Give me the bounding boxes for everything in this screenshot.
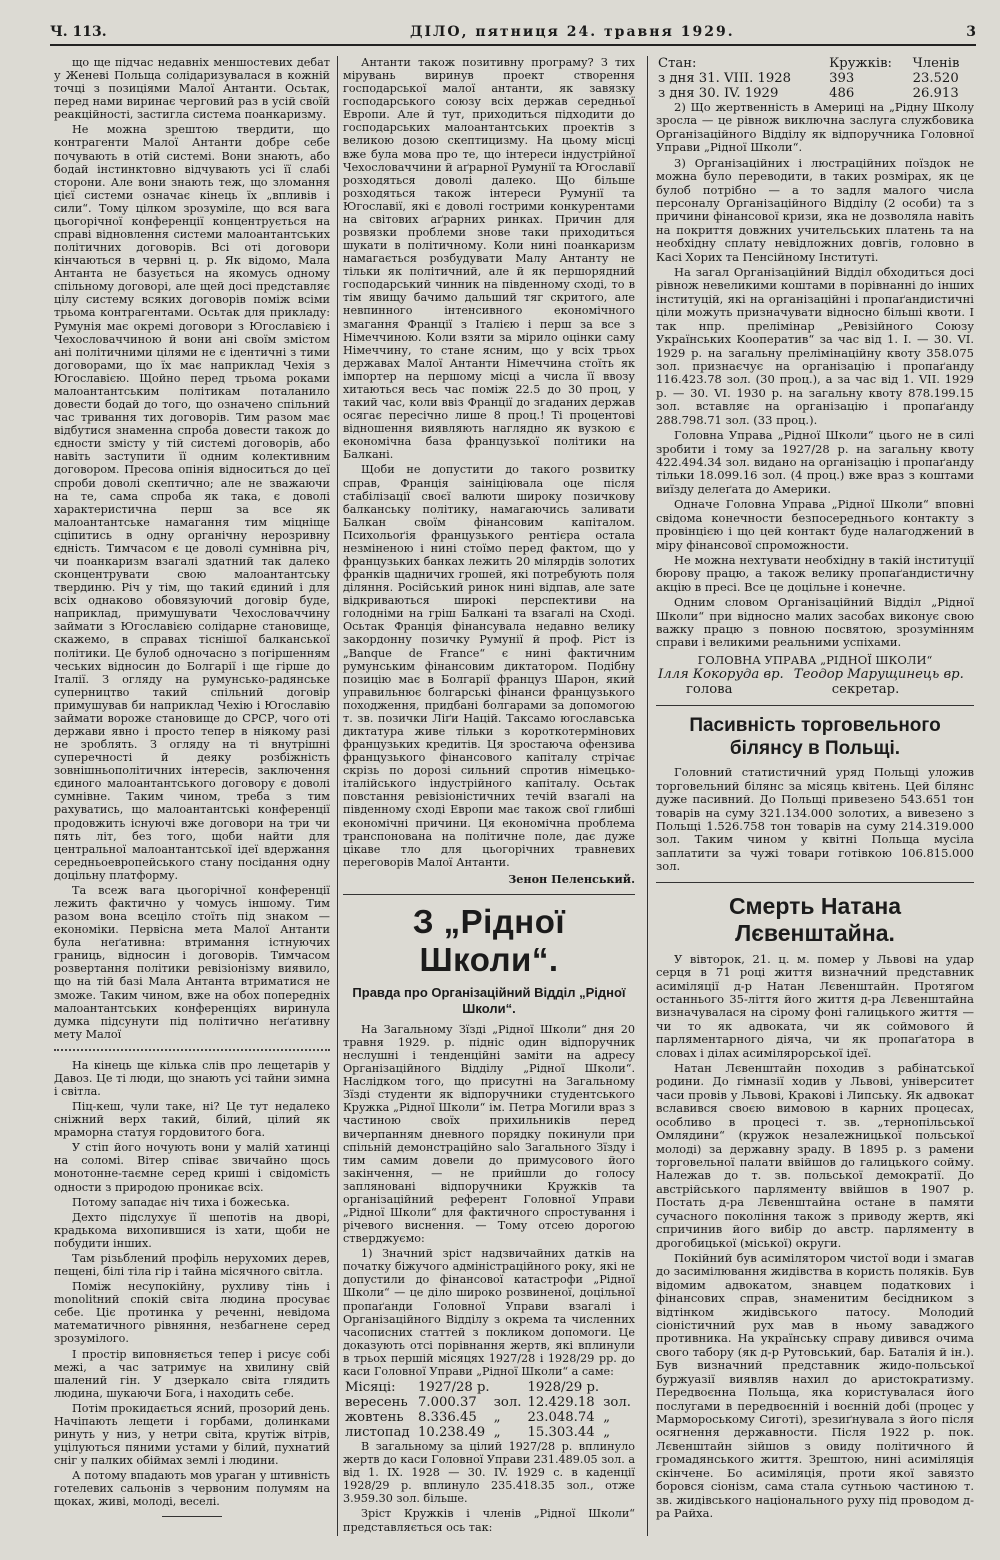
- signer-role: секретар.: [831, 682, 900, 698]
- table-row: [656, 71, 974, 86]
- article-paragraph: Одначе Головна Управа „Рідної Школи“ вповні свідома конечности безпосереднього контакту з провінцією і що цей контакт буде налагоджений в міру фінансової спроможности.: [656, 497, 974, 552]
- article-paragraph: 3) Організаційних і люстраційних поїздок не можна було переводити, в таких розмірах, як це булоб потрібно — а то задля малого числа персоналу Організаційного Відділу (2 особи) та з причини фінансової кризи, яка не дозволяла навіть на покриття довжних учительських платень та на необхідну сплату невідложних довгів, головно в Касі Хорих та Пенсійному Інституті.: [656, 155, 974, 264]
- table-cell: листопад: [345, 1425, 410, 1441]
- table-cell: зол.: [603, 1395, 631, 1411]
- feuilleton-paragraph: Потому западає ніч тиха і божеська.: [72, 1195, 290, 1209]
- section-divider: [656, 882, 974, 883]
- table-cell: 10.238.49: [418, 1425, 486, 1441]
- table-cell: 8.336.45: [418, 1410, 477, 1426]
- article-paragraph: Покійний був асимілятором чистої води і змагав до засимілювання жидівства в користь поляків. Був відомим адвокатом, знавцем податкових і фінансових справ, знаменитим бесідником з відтінком жидівського патосу. Молодий сіоністичний рух мав в ньому заваджого противника. На українську справу дивився очима свого табору (як д-р Рутовський, бар. Баталія й ін.). Був визначний представник жидо-польської буржуазії виявляв нахил до аристократизму. Передвоєнна Польща, яка користувалася його послугами в передвоєнній і воєнній добі (процес у Мармороському Сиготі), зрезиґнувала з його після осягнення державности. Після 1922 р. пок. Лєвенштайн зійшов з овиду політичного й громадянського життя. Зрештою, нині асиміляція скінчене. Бо асиміляція, проти якої завязто боровся сіонізм, сама стала сутньою частиною т. зв. жидівського національного руху під проводом д-ра Райха.: [656, 1250, 974, 1520]
- section-divider: [343, 894, 635, 895]
- article-paragraph: Та всеж вага цьогорічної конференції лежить фактично у чомусь іншому. Тим разом вона всеціло стоїть під знаком — економіки. Первісна мета Малої Антанти була неґативна: втримання істнуючих границь, відносин і договорів. Тимчасом розвертання політики ревізіонізму виявило, що на тій базі Мала Антанта втриматися не зможе. Таким чином, вже на обох попередніх малоантантських конференціях виринула думка підсунути під політично неґативну мету Малої: [54, 883, 330, 1041]
- end-rule: [162, 1516, 222, 1517]
- signer-name: Теодор Марущинець вр.: [793, 667, 964, 683]
- table-header-row: [343, 1380, 635, 1395]
- signature-block: [656, 667, 974, 697]
- article-paragraph: Щоби не допустити до такого розвитку справ, Франція заініціювала оце після стабілізації своєї валюти широку позичкову балканську політику, намагаючись заливати Балкан своїм фінансовим капіталом. Психольоґія французького рентієра остала незміненою і нині стоїмо перед фактом, що у французьких банках лежить 20 мілярдів золотих франків щадничих грошей, які потребують поля діляння. Російський ринок нині відпав, але зате відкриваються широкі перспективи на голодніми на гріш Балкані та взагалі на Сході. Осьтак Франція фінансувала недавно велику закордонну позичку Румунії й проф. Ріст із „Banque de France“ є нині фактичним румунським фінансовим диктатором. Подібну позицію має в Болгарії француз Шарон, який управильнює болгарські фінанси французького походження, придбані болгарами за допомогою т. зв. позички Ліґи Націй. Таксамо югославська диктатура живе тільки з короткотермінових французьких кредитів. Ця зростаюча офензива французького фінансового капіталу стрічає скрізь по дорозі сильний спротив німецько-італійського індустрійного капіталу. Осьтак повстання ревізіоністичних течій взагалі на південному сході Европи має також свої глибші економічні причини. Ця економічна проблема транспонована на політичне поле, дає дуже цікаве тло для цьогорічних травневих переговорів Малої Антанти.: [343, 463, 635, 869]
- article-paragraph: 1) Значний зріст надзвичайних датків на початку біжучого адміністраційного року, які не допустили до фінансової катастрофи „Рідної Школи“ — це діло широко розвиненої, доцільної пропаґанди Головної Управи взагалі і Організаційного Відділу з окрема та численних часописних статтей з покликом допомоги. Це доказують отсі порівнання жертв, які вплинули в трьох першій місяцях 1927/28 і 1928/29 рр. до каси Головної Управи „Рідної Школи“ а саме:: [343, 1247, 635, 1378]
- table-cell: 393: [829, 71, 855, 86]
- article-paragraph: Не можна нехтувати необхідну в такій інституції бюрову працю, а також велику пропаґандистичну акцію в пресі. Все це доцільне і конечне.: [656, 552, 974, 594]
- table-cell: „: [493, 1425, 501, 1441]
- column-divider: [647, 56, 648, 1536]
- feuilleton-paragraph: А потому впадають мов урагaн у штивність готелевих сальонів з червоним полумям на щоках, живі, молоді, веселі.: [54, 1469, 330, 1509]
- signer-role: голова: [686, 682, 733, 698]
- table-cell: „: [603, 1410, 611, 1426]
- article-headline: З „Рідної Школи“.: [412, 902, 566, 978]
- article-paragraph: Головний статистичний уряд Польщі уложив торговельний білянс за місяць квітень. Цей білянс дуже пасивний. До Польщі привезено 543.651 тон товарів на суму 321.134.000 золотих, а вивезено з Польщі 1.526.758 тон товарів на суму 214.319.000 зол. Таким чином у квітні Польща мусіла заплатити за чужі товари готівкою 106.815.000 зол.: [656, 765, 974, 874]
- article-paragraph: Головна Управа „Рідної Школи“ цього не в силі зробити і тому за 1927/28 р. на загальну квоту 422.494.34 зол. видано на організацію і пропаґанду тільки 18.099.16 зол. (4 проц.) вже враз з коштами виїзду делеґата до Америки.: [656, 428, 974, 496]
- membership-table: [656, 56, 974, 101]
- feuilleton-paragraph: У стіп його ночують вони у малій хатинці на соломі. Вітер співає звичайно щось монотонне-таємне серед криші і свідомість одности з природою проникає всіх.: [54, 1141, 330, 1194]
- table-header-cell: Кружків:: [829, 56, 892, 71]
- feuilleton-paragraph: Там різьблений профіль нерухомих дерев, пещені, білі тіла гір і тайна місячного світла.: [54, 1251, 330, 1279]
- table-row: [343, 1425, 635, 1440]
- section-divider: [54, 1049, 330, 1051]
- table-header-cell: Місяці:: [345, 1380, 396, 1396]
- table-cell: „: [603, 1425, 611, 1441]
- column-left: [54, 56, 330, 1525]
- author-signature: Зенон Пеленський.: [508, 871, 635, 886]
- table-cell: 486: [829, 86, 855, 101]
- table-cell: жовтень: [345, 1410, 404, 1426]
- feuilleton-paragraph: Піц-кеш, чули таке, ні? Це тут недалеко сніжний верх такий, білий, цілий як мраморна статуя гордовитого бога.: [54, 1100, 330, 1140]
- table-cell: з дня 30. IV. 1929: [658, 86, 779, 101]
- table-cell: вересень: [345, 1395, 408, 1411]
- feuilleton-paragraph: І простір виповняється тепер і рисує собі межі, а час затримує на хвилину свій шалений гін. У дзеркало світа глядить людина, шукаючи Бога, і находить себе.: [54, 1347, 330, 1400]
- page-number: 3: [966, 24, 976, 40]
- column-right: [656, 56, 974, 1522]
- signer-name: Ілля Кокоруда вр.: [658, 667, 784, 683]
- feuilleton-paragraph: На кінець ще кілька слів про лещетарів у Давоз. Це ті люди, що знають усі тайни зимна і світла.: [54, 1058, 330, 1099]
- article-paragraph: На Загальному Зїзді „Рідної Школи“ дня 20 травня 1929. р. підніс один відпоручник неслушні і тенденційні заміти на адресу Організаційного Відділу „Рідної Школи“. Наслідком того, що присутні на Загальному Зїзді студенти як відпоручники студентського Кружка „Рідної Школи“ ім. Петра Могили враз з частиною своїх прихильників перед вичерпанням дневного порядку покинули при спільній демонстраційно salo Загального Зїзду і тим самим довели до примусового його закінчення, — не прийшли до голосу заплянованi відпоручники Кружків та організаційний референт Головної Управи „Рідної Школи“ для фактичного спростування і річевого виснення. — Тому отсею дорогою стверджуємо:: [343, 1022, 635, 1246]
- table-cell: 23.048.74: [527, 1410, 595, 1426]
- table-header-cell: 1927/28 р.: [418, 1380, 490, 1396]
- table-cell: 7.000.37: [418, 1395, 477, 1411]
- article-paragraph: що ще підчас недавніх меншостевих дебат у Женеві Польща солідаризувалася в кожній точці з позиціями Малої Антанти. Осьтак, перед нами виринає черговий раз в усій своїй реакційності, застигла система поанкаризму.: [54, 56, 330, 122]
- article-paragraph: На загал Організаційний Відділ обходиться досі рівнож невеликими коштами в порівнанні до інших інституцій, які на організаційні і пропаґандистичні ціли можуть призначувати відносно більші квоти. І так нпр. прелімінар „Ревізійного Союзу Українських Кооператив“ за час від 1. І. — 30. VI. 1929 р. на загальну прелімінаційну квоту 358.075 зол. признаєчує на організацію і пропаґанду 116.423.78 зол. (30 проц.), а за час від 1. VII. 1929 р. — 30. VI. 1930 р. на загальну квоту 878.199.15 зол. вставляє на організацію і пропаґанду 288.798.71 зол. (33 проц.).: [656, 265, 974, 427]
- column-divider: [337, 56, 338, 1536]
- article-headline: Пасивність торговельного білянсу в Польщі.: [689, 715, 941, 760]
- table-header-row: [656, 56, 974, 71]
- article-paragraph: В загальному за цілий 1927/28 р. вплинуло жертв до каси Головної Управи 231.489.05 зол. а від 1. IX. 1928 — 30. IV. 1929 с. в каденції 1928/29 р. вплинуло 235.418.35 зол., отже 3.959.30 зол. більше.: [343, 1440, 635, 1506]
- masthead-date: ДІЛО, пятниця 24. травня 1929.: [410, 24, 735, 40]
- table-row: [656, 86, 974, 101]
- table-header-cell: 1928/29 р.: [527, 1380, 600, 1396]
- article-paragraph: Антанти також позитивну програму? З тих мірувань виринув проект створення господарської малої антанти, як завязку господарського союзу всіх держав середньої Европи. Але й тут, приходиться підходити до господарських малоантантських проектів з великою дозою скептицизму. На цьому місці вже була мова про те, що інтереси індустрійної Чехословаччини й аґрарної Румунії та Югославії розходяться доволі далеко. Що більше розходяться також інтереси Румунії та Югославії, які є доволі гострими конкурентами на світових аґрарних ринках. Причин для розвязки проблеми знове таки приходиться шукати в політичному. Коли нині поанкаризм намагається розбудувати Малу Антанту не тільки як політичний, але й як першорядний господарський чинник на південному сході, то в тім явищу бачимо дальший тяг скритого, але невпинного інтенсивного економічного змагання Франції з Італією і перш за все з Німеччиною. Коли взяти за мірило оцінки саму Німеччину, то стане ясним, що у всіх трьох державах Малої Антанти Німеччина стоїть як імпортер на першому місці а числа її ввозу хитаються весь час поміж 22.5 до 30 проц, у такий час, коли ввіз Франції до згаданих держав осягає пересічно лише 8 проц.! Ті процентові відношення виявляють наглядно як вузкою є економічна база французької політики на Балкані.: [343, 56, 635, 462]
- table-cell: „: [493, 1410, 501, 1426]
- table-header-cell: Членів: [912, 56, 960, 71]
- feuilleton-paragraph: Потім прокидається ясний, прозорий день. Начіпають лещети і горбами, долинками ринуть у низ, у нетри світа, крутіж вітрів, уцілуються пяними устами у білий, пухнатий сніг у палких обіймах землі і людини.: [54, 1401, 330, 1468]
- table-row: [343, 1410, 635, 1425]
- article-paragraph: 2) Що жертвенність в Америці на „Рідну Школу зросла — це рівнож виключна заслуга службовика Організаційного Відділу як відпоручника Головної Управи „Рідної Школи“.: [656, 100, 974, 155]
- table-cell: 12.429.18: [527, 1395, 595, 1411]
- page-header: [50, 22, 976, 46]
- section-divider: [656, 705, 974, 706]
- article-subheadline: Правда про Організаційний Відділ „Рідної Школи“.: [352, 984, 626, 1016]
- table-cell: 15.303.44: [527, 1425, 595, 1441]
- feuilleton-paragraph: Дехто підслухує її шепотів на дворі, крадькома вихопившися із хати, щоби не побудити інших.: [54, 1210, 330, 1250]
- donations-table: [343, 1380, 635, 1440]
- table-cell: 23.520: [912, 71, 959, 86]
- issue-number: Ч. 113.: [50, 24, 107, 40]
- article-headline: Смерть Натана Лєвенштайна.: [728, 892, 902, 946]
- table-cell: зол.: [493, 1395, 522, 1411]
- article-paragraph: У вівторок, 21. ц. м. помер у Львові на удар серця в 71 році життя визначний представник асиміляції д-р Натан Лєвенштайн. Протягом останнього 35-ліття його життя д-ра Лєвенштайна визначувалася на сірому фоні галицького життя — чи то як адвоката, чи як соймового й парляментарного діяча, чи як пропаґатора в словах і ділах асимілярорської ідеї.: [656, 951, 974, 1060]
- table-cell: 26.913: [912, 86, 959, 101]
- table-row: [343, 1395, 635, 1410]
- article-paragraph: Не можна зрештою твердити, що контрагенти Малої Антанти добре себе почувають в отій системі. Вони знають, або бодай інстинктовно відчувають усі її слабі сторони. Але вони знають теж, що зломання цієї системи означає кінець їх „впливів і сили“. Тому цілком зрозуміле, що вся вага цьогорічної конференції концентрується на справі відновлення системи малоантантських політичних договорів. Всі оті договори кінчаються в червні ц. р. Як відомо, Мала Антанта не базується на якомусь одному спільному договорі, але щей досі представляє цілу систему всяких договорів поміж всіми трьома контрагентами. Осьтак для прикладу: Румунія має окремі договори з Югославією і Чехословаччиною й вони ані своїм змістом ані політичними цілями не є ідентичні з тими договорами, що їх має наприклад Чехія з Югославією. Щойно перед трьома роками малоантантським політикам поталанило довести бодай до того, що означено спільний час тривання тих договорів. Тим разом має відбутися знаменна спроба довести також до єдности змісту у тій системі договорів, або навіть заступити її одним колективним договором. Пресова опінія відноситься до цеї спроби доволі скептично; але не зважаючи на те, сама спроба як така, є доволі характеристична перш за все як малоантантське намагання тим міцніще сціпитись в одну органічну нерозривну єдність. Тимчасом є це доволі сумнівна річ, чи поанкаризм взагалі здатний так далеко сконцентрувати свою малоантантську твердиню. Річ у тім, що такий єдиний і для всіх однаково обовязуючий договір буде, наприклад, примушувати Чехословаччину займати з Югославією солідарне становище, скажемо, в справах тіснішої балканської політики. Це булоб одночасно з погіршенням чеських відносин до Болгарії і ще гірше до Італії. З огляду на румунсько-радянське суперництво такий спільний договір примушував би наприклад Чехію і Югославію займати вороже становище до СРСР, чого оті держави явно і просто тепер в ніякому разі не зроблять. З огляду на ті внутрішні суперечності й деяку розбіжність зовнішньополітичних інтересів, заключення єдиного малоантантського договору є доволі сумнівне. Таким чином, треба з тим рахуватись, що малоантантські конференції продовжить існуючі вже договори на три чи пять літ, без того, щоби найти для центральної малоантантської ідеї вдержання середньоевропейського стану посідання одну доцільну платформу.: [54, 123, 330, 882]
- column-middle: [343, 56, 635, 1536]
- table-cell: з дня 31. VIII. 1928: [658, 71, 792, 86]
- feuilleton-paragraph: Поміж несупокійну, рухливу тінь і monolitний спокій світа людина просуває себе. Ціє протинка у реченні, невідома математичного рівняння, незбагнене серед зрозумілого.: [54, 1280, 330, 1346]
- table-header-cell: Стан:: [658, 56, 697, 71]
- signature-title: ГОЛОВНА УПРАВА „РІДНОЇ ШКОЛИ“: [697, 652, 933, 667]
- article-paragraph: Зріст Кружків і членів „Рідної Школи“ представляється ось так:: [343, 1507, 635, 1534]
- article-paragraph: Одним словом Організаційний Відділ „Рідної Школи“ при відносно малих засобах виконує свою важку працю з повною посвятою, зрозумінням справи і великими реальними успіхами.: [656, 595, 974, 650]
- article-paragraph: Натан Лєвенштайн походив з рабінатської родини. До гімназії ходив у Львові, університет часи провів у Львові, Кракові і Липську. Як адвокат вславився своєю вимовою в карних процесах, особливо в процесі т. зв. „тернопільської Омлядини“ (кружок незалежницької польської молоді) за державну зраду. В 1895 р. з рамени торговельної палати ввійшов до галицького сойму. Належав до т. зв. польської демократії. До австрійського парляменту ввійшов в 1907 р. Постать д-ра Лєвенштайна остане в памяти сучасного покоління також з приводу жертв, які спричинив його вибір до австр. парляменту в дрогобицької (міської) округи.: [656, 1061, 974, 1250]
